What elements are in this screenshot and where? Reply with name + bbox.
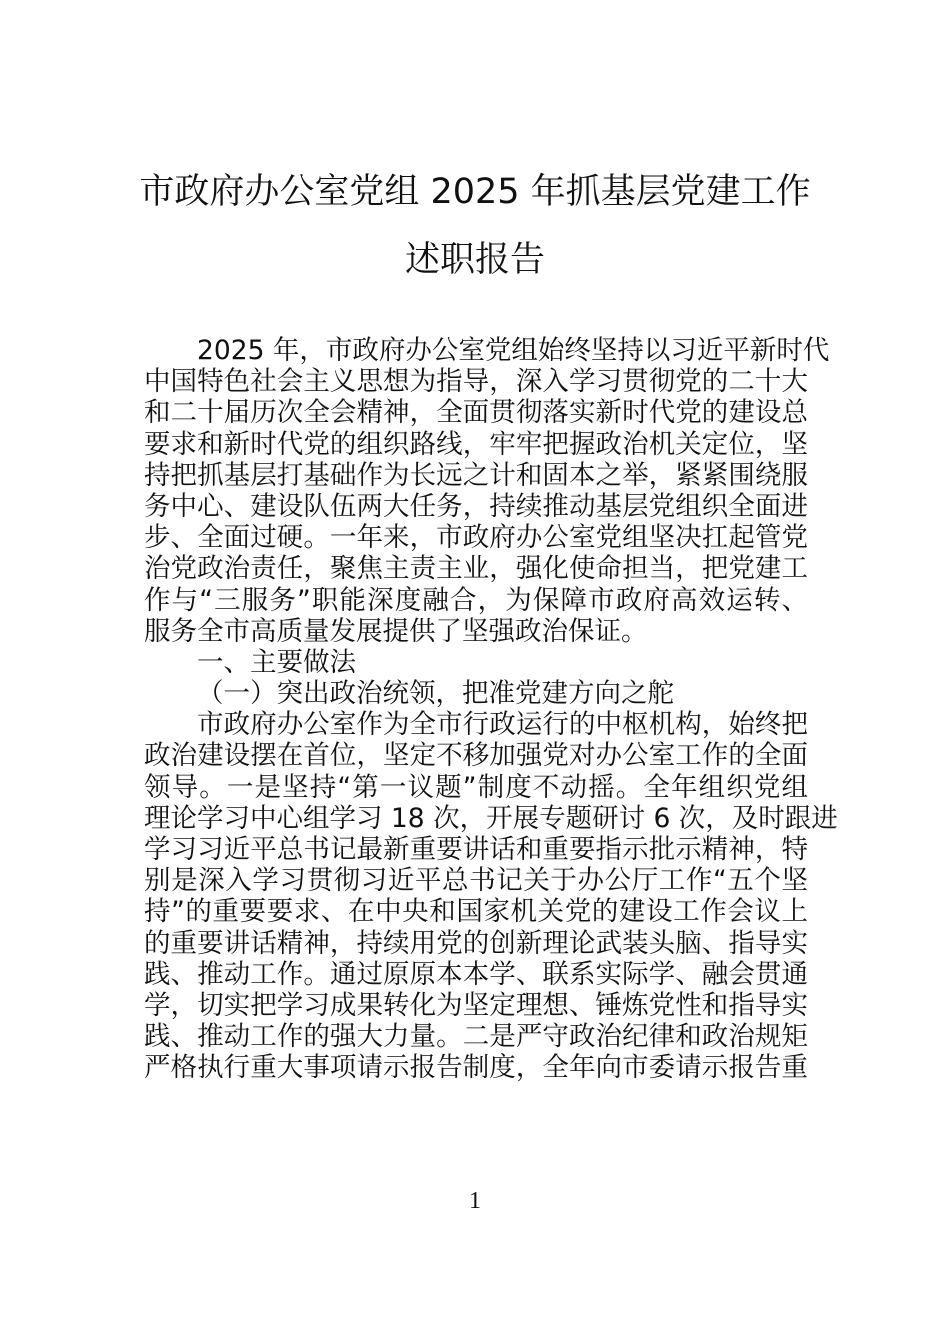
document-body [144, 335, 838, 1084]
body-text-line: （一）突出政治统领，把准党建方向之舵 [197, 678, 674, 710]
document-title-line-2: 述职报告 [404, 240, 545, 280]
body-text-line: 步、全面过硬。一年来，市政府办公室党组坚决扛起管党 [144, 522, 808, 554]
body-text-line: 中国特色社会主义思想为指导，深入学习贯彻党的二十大 [144, 366, 808, 398]
page-number: 1 [469, 1188, 481, 1214]
body-text-line: 和二十届历次全会精神，全面贯彻落实新时代党的建设总 [144, 397, 808, 429]
body-text-line: 的重要讲话精神，持续用党的创新理论武装头脑、指导实 [144, 927, 808, 959]
body-text-line: 政治建设摆在首位，坚定不移加强党对办公室工作的全面 [144, 740, 808, 772]
body-text-line: 别是深入学习贯彻习近平总书记关于办公厅工作“五个坚 [144, 865, 808, 897]
body-text-line: 严格执行重大事项请示报告制度，全年向市委请示报告重 [144, 1052, 808, 1084]
body-text-line: 治党政治责任，聚焦主责主业，强化使命担当，把党建工 [144, 553, 808, 585]
body-text-line: 持把抓基层打基础作为长远之计和固本之举，紧紧围绕服 [144, 459, 808, 491]
body-text-line: 领导。一是坚持“第一议题”制度不动摇。全年组织党组 [144, 771, 808, 803]
body-text-line: 践、推动工作。通过原原本本学、联系实际学、融会贯通 [144, 958, 808, 990]
body-text-line: 服务全市高质量发展提供了坚强政治保证。 [144, 615, 648, 647]
body-text-line: 作与“三服务”职能深度融合，为保障市政府高效运转、 [144, 584, 808, 616]
body-text-line: 要求和新时代党的组织路线，牢牢把握政治机关定位，坚 [144, 428, 808, 460]
body-text-line: 理论学习中心组学习 18 次，开展专题研讨 6 次，及时跟进 [144, 802, 838, 834]
body-text-line: 务中心、建设队伍两大任务，持续推动基层党组织全面进 [144, 490, 808, 522]
body-text-line: 学，切实把学习成果转化为坚定理想、锤炼党性和指导实 [144, 989, 808, 1021]
body-text-line: 市政府办公室作为全市行政运行的中枢机构，始终把 [197, 709, 808, 741]
body-text-line: 学习习近平总书记最新重要讲话和重要指示批示精神，特 [144, 834, 808, 865]
body-text-line: 2025 年，市政府办公室党组始终坚持以习近平新时代 [197, 335, 830, 366]
body-text-line: 持”的重要要求、在中央和国家机关党的建设工作会议上 [144, 896, 808, 928]
body-text-line: 一、主要做法 [197, 646, 356, 678]
body-text-line: 践、推动工作的强大力量。二是严守政治纪律和政治规矩 [144, 1021, 808, 1053]
document-title-line-1: 市政府办公室党组 2025 年抓基层党建工作 [139, 172, 811, 212]
